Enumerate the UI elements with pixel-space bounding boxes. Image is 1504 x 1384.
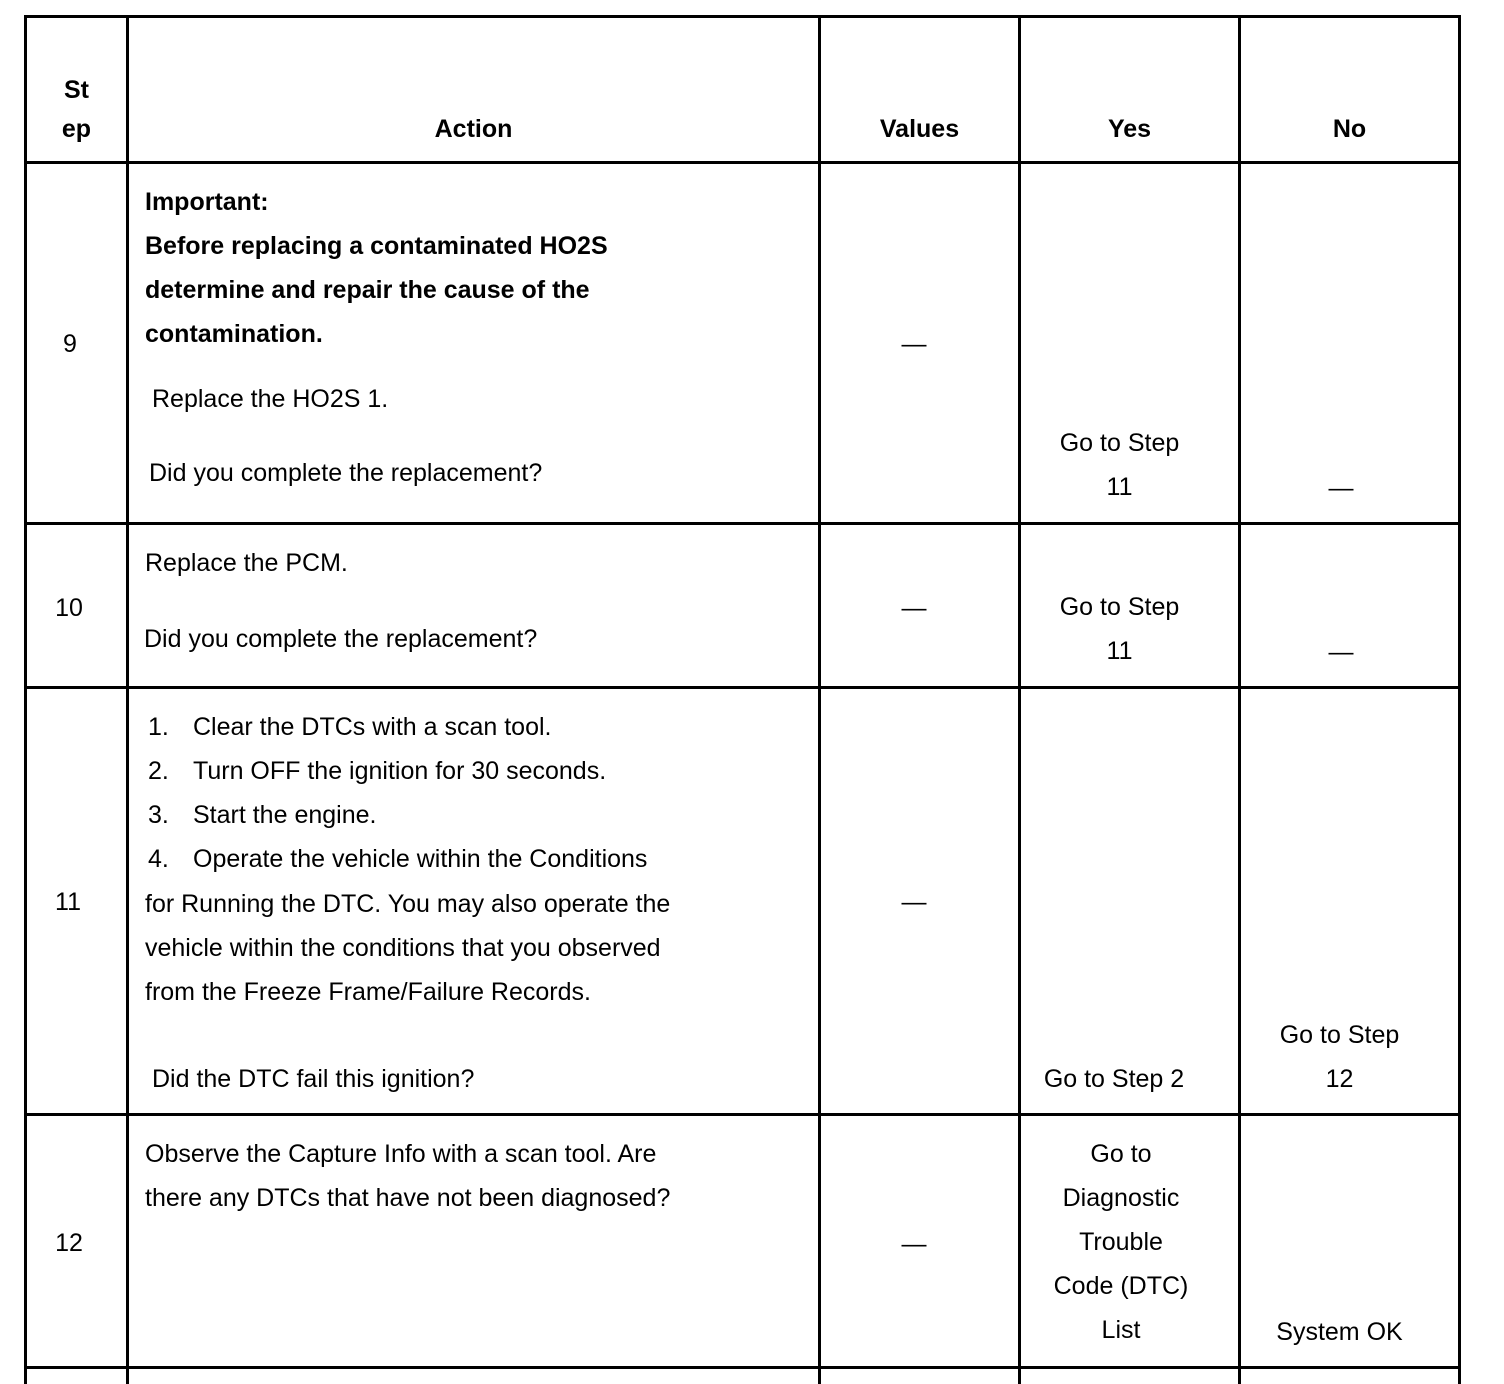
- no-cell: —: [1328, 638, 1354, 666]
- action-text: [145, 1132, 670, 1220]
- list-item: [148, 749, 647, 793]
- list-text: Operate the vehicle within the Conditions: [193, 845, 648, 873]
- list-number: 2.: [148, 757, 169, 785]
- list-number: 3.: [148, 801, 169, 829]
- continuation-line: for Running the DTC. You may also operate the: [145, 890, 671, 918]
- continuation-line: from the Freeze Frame/Failure Records.: [145, 978, 591, 1006]
- yes-line: Code (DTC): [1053, 1272, 1189, 1300]
- header-action: Action: [434, 115, 513, 143]
- step-number: 10: [55, 594, 83, 622]
- continuation-line: vehicle within the conditions that you observed: [145, 934, 661, 962]
- yes-line: List: [1101, 1316, 1141, 1344]
- list-text: Turn OFF the ignition for 30 seconds.: [193, 757, 607, 785]
- yes-cell: Go to Step 2: [1043, 1065, 1185, 1093]
- important-line: determine and repair the cause of the: [145, 276, 590, 304]
- values-cell: —: [901, 594, 927, 622]
- yes-line: Diagnostic: [1062, 1184, 1180, 1212]
- values-cell: —: [901, 888, 927, 916]
- yes-cell: [1021, 421, 1218, 509]
- grid-line: [24, 1366, 1461, 1369]
- list-item: [148, 705, 647, 749]
- yes-line: 11: [1106, 473, 1133, 501]
- yes-cell: [1021, 1132, 1221, 1352]
- question-text: Did you complete the replacement?: [144, 625, 538, 653]
- no-cell: [1241, 1013, 1438, 1101]
- grid-line: [1238, 15, 1241, 1384]
- yes-line: 11: [1106, 637, 1133, 665]
- question-text: Did the DTC fail this ignition?: [152, 1065, 475, 1093]
- grid-line: [24, 15, 1461, 18]
- question-text: Did you complete the replacement?: [149, 459, 543, 487]
- important-line: Before replacing a contaminated HO2S: [145, 232, 608, 260]
- list-text: Start the engine.: [193, 801, 377, 829]
- no-cell: System OK: [1276, 1318, 1403, 1346]
- step-number: 11: [55, 888, 81, 916]
- no-cell: —: [1328, 474, 1354, 502]
- yes-cell: [1021, 585, 1218, 673]
- step-number: 12: [55, 1229, 83, 1257]
- list-number: 1.: [148, 713, 169, 741]
- values-cell: —: [901, 330, 927, 358]
- grid-line: [24, 161, 1461, 164]
- header-step-line: ep: [61, 115, 92, 143]
- list-item: [148, 793, 647, 837]
- grid-line: [24, 686, 1461, 689]
- list-item: [148, 837, 647, 881]
- yes-line: Go to Step: [1059, 429, 1180, 457]
- action-text: Replace the HO2S 1.: [152, 385, 389, 413]
- action-list: [148, 705, 647, 881]
- action-line: Observe the Capture Info with a scan tool. Are: [145, 1140, 657, 1168]
- header-values: Values: [879, 115, 960, 143]
- grid-line: [24, 15, 27, 1384]
- no-line: 12: [1325, 1065, 1354, 1093]
- grid-line: [1458, 15, 1461, 1384]
- yes-line: Go to Step: [1059, 593, 1180, 621]
- yes-line: Trouble: [1079, 1228, 1163, 1256]
- list-text: Clear the DTCs with a scan tool.: [193, 713, 552, 741]
- important-note: [145, 180, 608, 356]
- yes-line: Go to: [1090, 1140, 1152, 1168]
- grid-line: [126, 15, 129, 1384]
- header-no: No: [1332, 115, 1367, 143]
- important-label: Important:: [145, 188, 269, 216]
- grid-line: [24, 1113, 1461, 1116]
- action-text: Replace the PCM.: [145, 549, 348, 577]
- grid-line: [818, 15, 821, 1384]
- header-step-line: St: [64, 76, 89, 104]
- no-line: Go to Step: [1279, 1021, 1400, 1049]
- action-continuation: [145, 882, 670, 1014]
- header-yes: Yes: [1107, 115, 1152, 143]
- grid-line: [24, 522, 1461, 525]
- values-cell: —: [901, 1230, 927, 1258]
- header-step: [27, 71, 126, 149]
- action-line: there any DTCs that have not been diagnosed?: [145, 1184, 671, 1212]
- list-number: 4.: [148, 845, 169, 873]
- important-line: contamination.: [145, 320, 323, 348]
- step-number: 9: [63, 330, 77, 358]
